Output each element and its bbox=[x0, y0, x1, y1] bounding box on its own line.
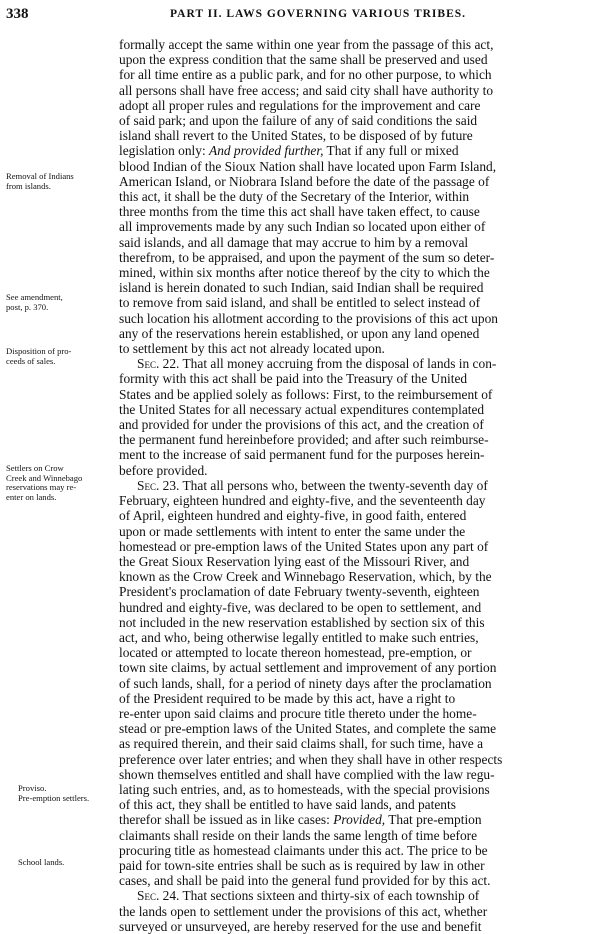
page-header bbox=[6, 6, 590, 24]
margin-note-disposition: Disposition of pro- ceeds of sales. bbox=[6, 346, 72, 366]
margin-note-amendment: See amendment, post, p. 370. bbox=[6, 292, 63, 312]
section-label: Sec. 24. bbox=[137, 888, 180, 904]
paragraph-park: formally accept the same within one year from the passage of this act, upon the express condition that the same shall be preserved and used for all time entire as a public park, and for no other purpose, to which all persons shall have free access; and said city shall have authority to adopt all proper rules and regulations for the improvement and care of said park; and upon the failure of any of said conditions the said island shall revert to the United States, to be disposed of by future legislation only: And provided further, That if any full or mixed blood Indian of the Sioux Nation shall have located upon Farm Island, American Island, or Niobrara Island before the date of the passage of this act, it shall be the duty of the Secretary of the Interior, within three months from the time this act shall have taken effect, to cause all improvements made by any such Indian so located upon either of said islands, and all damage that may accrue to him by a removal therefrom, to be appraised, and upon the payment of the sum so deter- mined, within six months after notice thereof by the city to which the island is herein donated to such Indian, said Indian shall be required to remove from said island, and shall be entitled to select instead of such location his allotment according to the provisions of this act upon any of the reservations herein established, or upon any land opened to settlement by this act not already located upon. bbox=[119, 37, 498, 357]
margin-note-proviso: Proviso. Pre-emption settlers. bbox=[18, 783, 90, 803]
margin-note-settlers: Settlers on Crow Creek and Winnebago reservations may re- enter on lands. bbox=[6, 463, 83, 502]
section-label: Sec. 23. bbox=[137, 477, 180, 493]
margin-note-school: School lands. bbox=[18, 857, 65, 867]
section-label: Sec. 22. bbox=[137, 356, 180, 372]
page-number: 338 bbox=[6, 6, 29, 22]
main-text bbox=[119, 37, 584, 934]
margin-note-removal: Removal of Indians from islands. bbox=[6, 171, 74, 191]
section-24: Sec. 24. That sections sixteen and thirty-six of each township of the lands open to settlement under the provisions of this act, whether surveyed or unsurveyed, are hereby reserved for the use and benefit bbox=[119, 888, 488, 934]
section-23: Sec. 23. That all persons who, between the twenty-seventh day of February, eighteen hundred and eighty-five, and the seventeenth day of April, eighteen hundred and eighty-five, in good faith, entered upon or made settlements with intent to enter the same under the homestead or pre-emption laws of the United States upon any part of the Great Sioux Reservation lying east of the Missouri River, and known as the Crow Creek and Winnebago Reservation, which, by the President's proclamation of date February twenty-seventh, eighteen hundred and eighty-five, was declared to be open to settlement, and not included in the new reservation established by section six of this act, and who, being otherwise legally entitled to make such entries, located or attempted to locate thereon homestead, pre-emption, or town site claims, by actual settlement and improvement of any portion of such lands, shall, for a period of ninety days after the proclamation of the President required to be made by this act, have a right to re-enter upon said claims and procure title thereto under the home- stead or pre-emption laws of the United States, and complete the same as required therein, and their said claims shall, for such time, have a preference over later entries; and when they shall have in other respects shown themselves entitled and shall have complied with the law regu- lating such entries, and, as to homesteads, with the special provisions of this act, they shall be entitled to have said lands, and patents therefor shall be issued as in like cases: Provided, That pre-emption claimants shall reside on their lands the same length of time before procuring title as homestead claimants under this act. The price to be paid for town-site entries shall be such as is required by law in other cases, and shall be paid into the general fund provided for by this act. bbox=[119, 477, 503, 889]
running-title: PART II. LAWS GOVERNING VARIOUS TRIBES. bbox=[169, 8, 467, 20]
section-22: Sec. 22. That all money accruing from the disposal of lands in con- formity with this act shall be paid into the Treasury of the United States and be applied solely as follows: First, to the reimbursement of the United States for all necessary actual expenditures contemplated and provided for under the provisions of this act, and the creation of the permanent fund hereinbefore provided; and after such reimburse- ment to the increase of said permanent fund for the purposes herein- before provided. bbox=[119, 356, 497, 478]
